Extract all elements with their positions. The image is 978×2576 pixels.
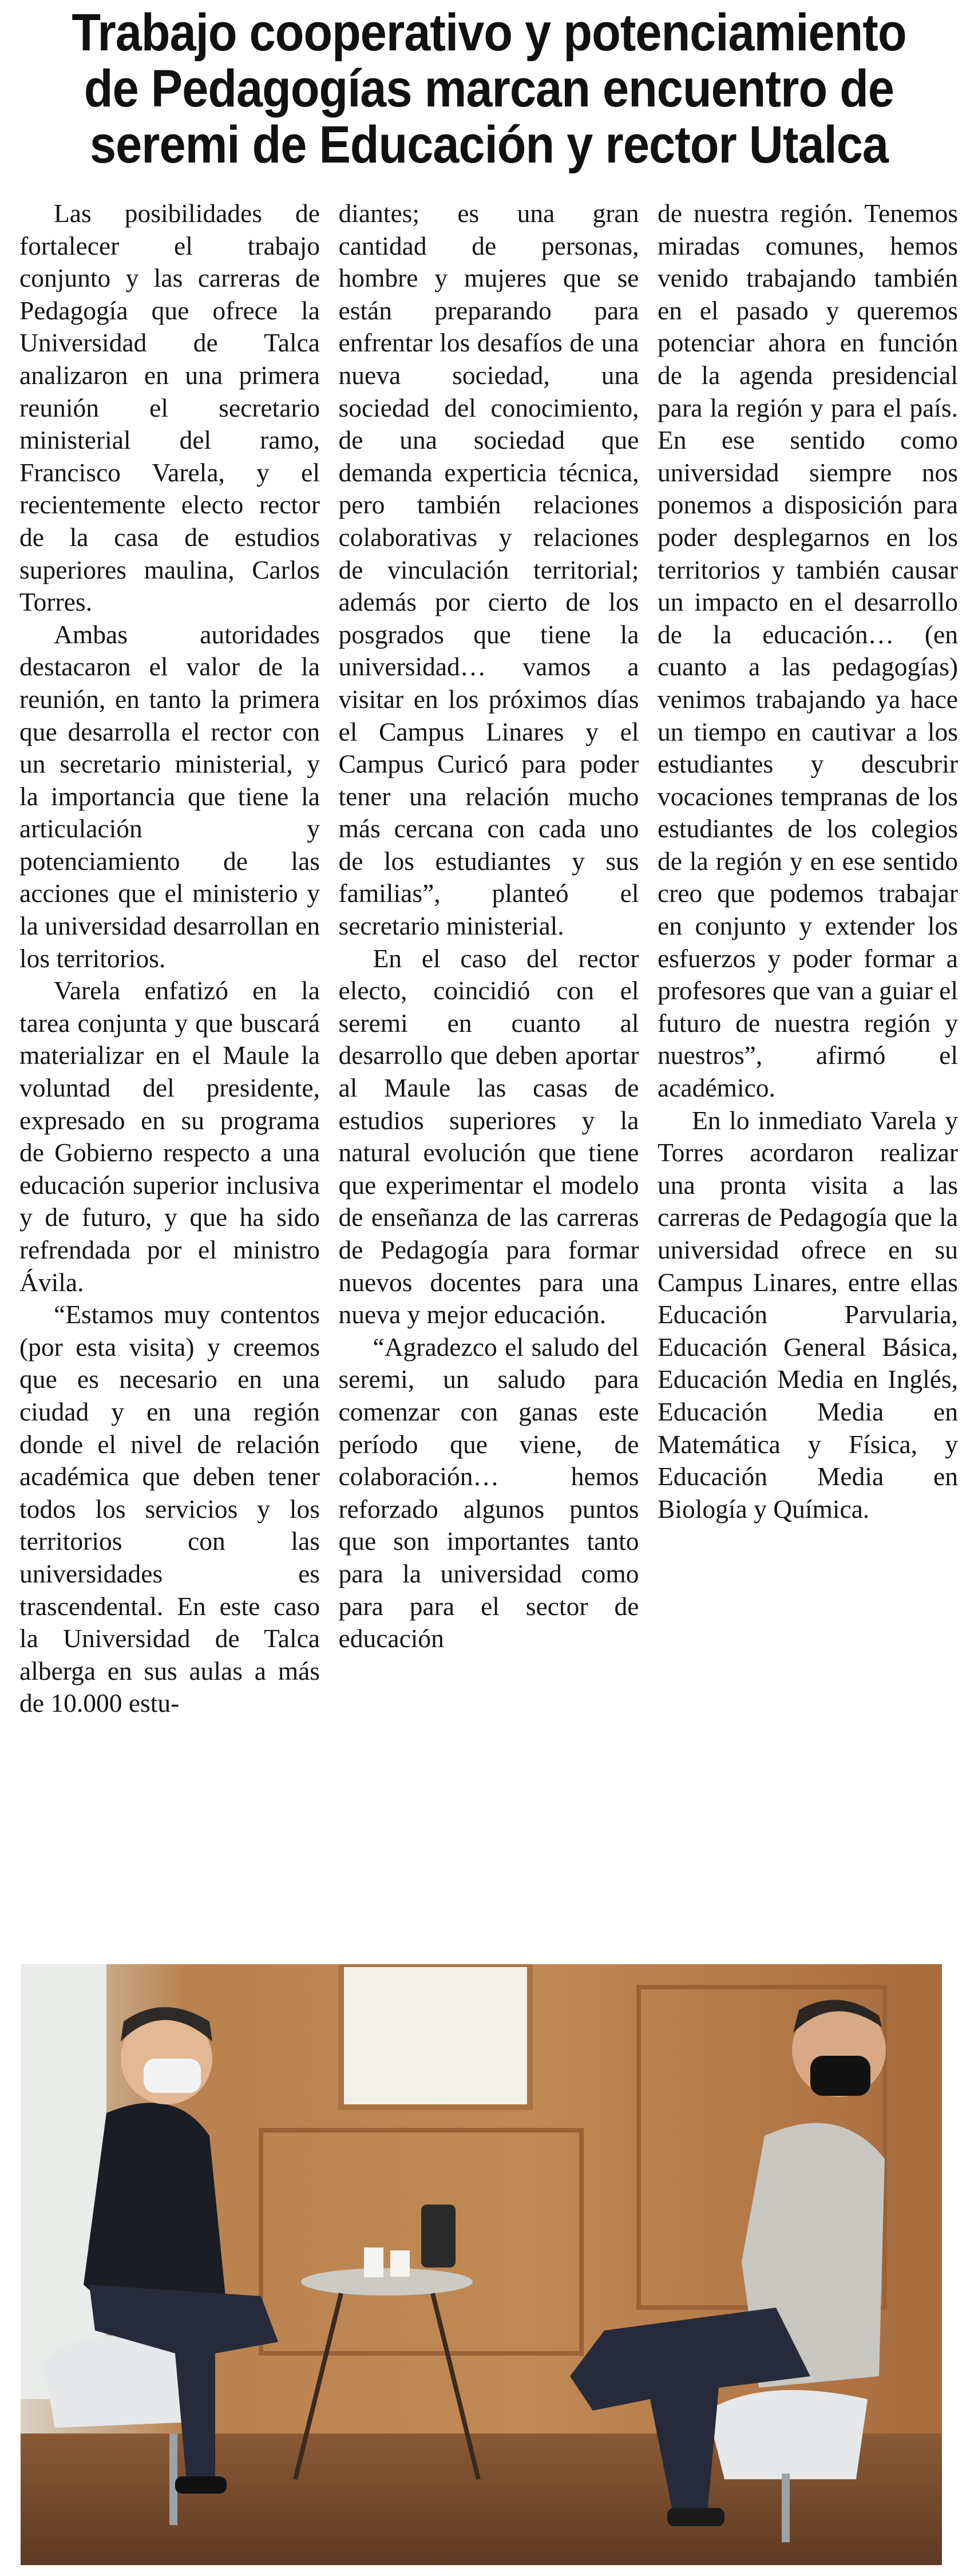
headline-line: seremi de Educación y rector Utalca [89,116,889,174]
paragraph: “Estamos muy contentos (por esta visita) y creemos que es necesario en una ciudad y en una región donde el nivel de relación académica que deben tener todos los servicios y los territorios con las universidades es trascendental. En este caso la Universidad de Talca alberga en sus aulas a más de 10.000 estu- [19,1300,320,1718]
article-column [19,197,320,1949]
meeting-photo [21,1964,942,2565]
paragraph: Varela enfatizó en la tarea conjunta y que buscará materializar en el Maule la voluntad del presidente, expresado en su programa de Gobierno respecto a una educación superior inclusiva y de futuro, y que ha sido refrendada por el ministro Ávila. [19,976,320,1297]
paragraph: “Agradezco el saludo del seremi, un saludo para comenzar con ganas este período que viene, de colaboración… hemos reforzado algunos puntos que son importantes tanto para la universidad como para para el sector de educación [338,1332,639,1653]
paragraph: Las posibilidades de fortalecer el trabajo conjunto y las carreras de Pedagogía que ofrece la Universidad de Talca analizaron en una primera reunión el secretario ministerial del ramo, Francisco Varela, y el recientemente electo rector de la casa de estudios superiores maulina, Carlos Torres. [19,199,320,617]
photo-screen [341,1964,530,2107]
paragraph: En el caso del rector electo, coincidió con el seremi en cuanto al desarrollo que deben aportar al Maule las casas de estudios superiores y la natural evolución que tiene que experimentar el modelo de enseñanza de las carreras de Pedagogía para formar nuevos docentes para una nueva y mejor educación. [338,943,639,1329]
article-column [339,197,639,1949]
headline-line: Trabajo cooperativo y potenciamiento [72,3,906,62]
paragraph-continued: de nuestra región. Tenemos miradas comunes, hemos venido trabajando también en el pasado y queremos potenciar ahora en función de la agenda presidencial para la región y para el país. En ese sentido como universidad siempre nos ponemos a disposición para poder desplegarnos en los territorios y también causar un impacto en el desarrollo de la educación… (en cuanto a las pedagogías) venimos trabajando ya hace un tiempo en cautivar a los estudiantes y descubrir vocaciones tempranas de los estudiantes de los colegios de la región y en ese sentido creo que podemos trabajar en conjunto y extender los esfuerzos y poder formar a profesores que van a guiar el futuro de nuestra región y nuestros”, afirmó el académico. [658,199,958,1103]
paragraph: Ambas autoridades destacaron el valor de la reunión, en tanto la primera que desarrolla el rector con un secretario ministerial, y la importancia que tiene la articulación y potenciamiento de las acciones que el ministerio y la universidad desarrollan en los territorios. [19,619,320,973]
paragraph-continued: diantes; es una gran cantidad de personas, hombre y mujeres que se están preparando para enfrentar los desafíos de una nueva sociedad, una sociedad del conocimiento, de una sociedad que demanda experticia técnica, pero también relaciones colaborativas y relaciones de vinculación territorial; además por cierto de los posgrados que tiene la universidad… vamos a visitar en los próximos días el Campus Linares y el Campus Curicó para poder tener una relación mucho más cercana con cada uno de los estudiantes y sus familias”, planteó el secretario ministerial. [338,199,639,941]
paragraph: En lo inmediato Varela y Torres acordaron realizar una pronta visita a las carreras de Pedagogía que la universidad ofrece en su Campus Linares, entre ellas Educación Parvularia, Educación General Básica, Educación Media en Inglés, Educación Media en Matemática y Física, y Educación Media en Biología y Química. [658,1105,958,1524]
article-body [19,197,958,1949]
headline-line: de Pedagogías marcan encuentro de [84,60,894,118]
photo-window [21,1964,106,2399]
article-column [658,197,958,1949]
headline [69,5,908,173]
